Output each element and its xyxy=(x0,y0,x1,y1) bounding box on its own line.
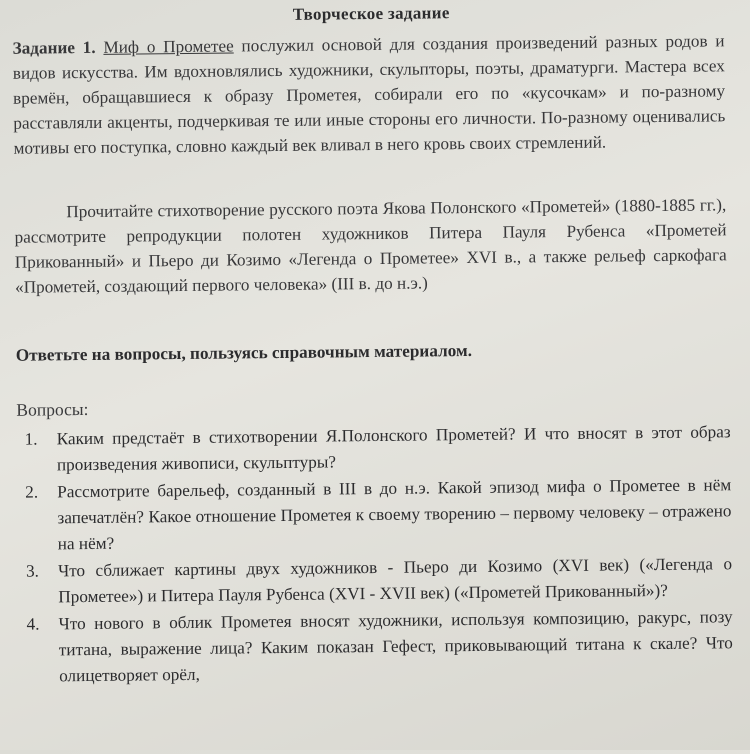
question-text: Каким предстаёт в стихотворении Я.Полонского Прометей? И что вносят в этот образ произведения живописи, скульптуры? xyxy=(56,422,731,475)
questions-heading: Вопросы: xyxy=(16,399,89,420)
question-text: Что нового в облик Прометея вносят художники, используя композицию, ракурс, позу титана, выражение лица? Каким показан Гефест, приковывающий титана к скале? Что олицетворяет орёл, xyxy=(58,607,733,686)
question-number: 2. xyxy=(25,482,39,502)
document-title: Творческое задание xyxy=(292,3,450,24)
questions-list xyxy=(25,419,734,690)
task-paragraph-1 xyxy=(12,28,725,160)
question-item xyxy=(26,551,733,610)
question-text: Рассмотрите барельеф, созданный в III в до н.э. Какой эпизод мифа о Прометее в нём запечатлён? Какое отношение Прометея к своему творению – первому человеку – отражено на нём? xyxy=(57,475,732,554)
question-item xyxy=(25,472,732,557)
task-paragraph-2: Прочитайте стихотворение русского поэта Якова Полонского «Прометей» (1880-1885 гг.), рассмотрите репродукции полотен художников Питера Пауля Рубенса «Прометей Прикованный» и Пьеро ди Козимо «Легенда о Прометее» XVI в., а также рельеф саркофага «Прометей, создающий первого человека» (III в. до н.э.) xyxy=(14,195,727,297)
question-number: 3. xyxy=(25,561,40,581)
question-text: Что сближает картины двух художников - Пьеро ди Козимо (XVI век) («Легенда о Прометее») и Питера Пауля Рубенса (XVI - XVII век) («Прометей Прикованный»)? xyxy=(57,554,733,607)
instruction-heading: Ответьте на вопросы, пользуясь справочным материалом. xyxy=(15,340,473,365)
task-label: Задание 1. xyxy=(12,37,96,58)
task-paragraph-1-text: послужил основой для создания произведений разных родов и видов искусства. Им вдохновлялись художники, скульпторы, поэты, драматурги. Мастера всех времён, обращавшиеся к образу Прометея, собирали его по «кусочкам» и по-разному расставляли акценты, подчеркивая те или иные стороны его личности. По-разному оценивались мотивы его поступка, словно каждый век вливал в него кровь своих стремлений. xyxy=(12,31,726,158)
myth-intro: Миф о Прометее xyxy=(103,36,234,57)
question-item xyxy=(26,604,733,689)
question-number: 4. xyxy=(26,614,40,634)
question-number: 1. xyxy=(24,429,38,449)
question-item xyxy=(25,419,732,478)
